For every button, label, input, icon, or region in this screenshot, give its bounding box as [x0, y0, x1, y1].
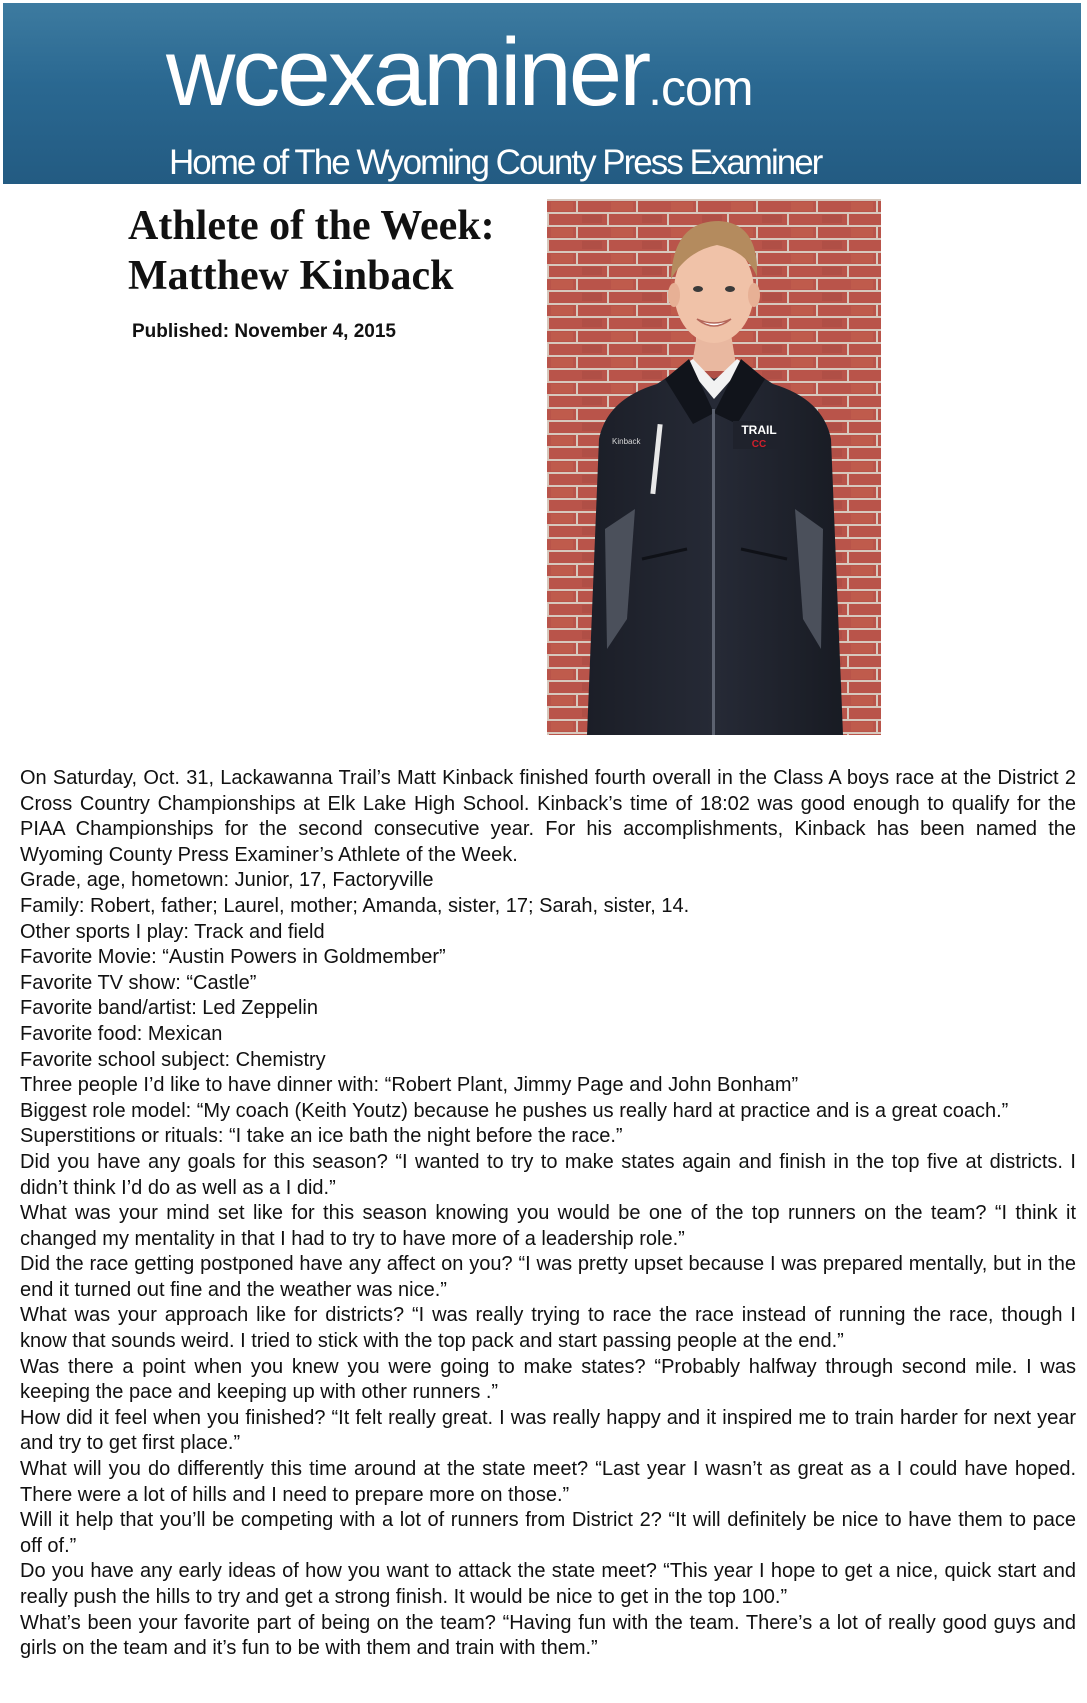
- published-date: Published: November 4, 2015: [132, 321, 396, 342]
- jacket-logo-line-2: CC: [751, 439, 767, 450]
- article-qa-paragraph: Was there a point when you knew you were going to make states? “Probably halfway through second mile. I was keeping the pace and keeping up with other runners .”: [20, 1355, 1076, 1404]
- article-body: [20, 766, 1076, 1662]
- article-qa-paragraph: Do you have any early ideas of how you want to attack the state meet? “This year I hope to get a nice, quick start and really push the hills to try and get a strong finish. It would be nice to get in the top 100.”: [20, 1560, 1076, 1608]
- article-qa-paragraph: Favorite TV show: “Castle”: [20, 971, 257, 994]
- article-qa-paragraph: Favorite school subject: Chemistry: [20, 1048, 326, 1071]
- article-qa-paragraph: Biggest role model: “My coach (Keith Youtz) because he pushes us really hard at practice and is a great coach.”: [20, 1099, 1009, 1122]
- article-title-line-2: Matthew Kinback: [128, 253, 454, 299]
- site-logo[interactable]: [166, 19, 753, 126]
- site-name: wcexaminer: [166, 19, 649, 126]
- article-qa-paragraph: Did the race getting postponed have any affect on you? “I was pretty upset because I was prepared mentally, but in the end it turned out fine and the weather was nice.”: [20, 1253, 1076, 1301]
- jacket-name-text: Kinback: [612, 437, 641, 446]
- article-qa-paragraph: Will it help that you’ll be competing with a lot of runners from District 2? “It will definitely be nice to have them to pace off of.”: [20, 1509, 1076, 1557]
- article-qa-paragraph: Three people I’d like to have dinner with: “Robert Plant, Jimmy Page and John Bonham”: [20, 1074, 799, 1097]
- article-intro-paragraph: On Saturday, Oct. 31, Lackawanna Trail’s Matt Kinback finished fourth overall in the Class A boys race at the District 2 Cross Country Championships at Elk Lake High School. Kinback’s time of 18:02 was good enough to qualify for the PIAA Championships for the second consecutive year. For his accomplishments, Kinback has been named the Wyoming County Press Examiner’s Athlete of the Week.: [20, 767, 1076, 866]
- masthead-banner: [3, 3, 1081, 184]
- article-qa-paragraph: Favorite Movie: “Austin Powers in Goldmember”: [20, 946, 446, 969]
- athlete-photo: [547, 199, 881, 735]
- article-qa-paragraph: What’s been your favorite part of being on the team? “Having fun with the team. There’s a lot of really good guys and girls on the team and it’s fun to be with them and train with them.”: [20, 1611, 1076, 1660]
- jacket-logo-line-1: TRAIL: [741, 423, 777, 437]
- article-qa-paragraph: Did you have any goals for this season? “I wanted to try to make states again and finish in the top five at districts. I didn’t think I’d do as well as a I did.”: [20, 1150, 1076, 1199]
- article-qa-paragraph: What was your approach like for districts? “I was really trying to race the race instead of running the race, though I know that sounds weird. I tried to stick with the top pack and start passing people at the end.”: [20, 1304, 1076, 1353]
- article-qa-paragraph: Favorite band/artist: Led Zeppelin: [20, 997, 318, 1020]
- article-qa-paragraph: Favorite food: Mexican: [20, 1022, 223, 1045]
- article-qa-paragraph: What will you do differently this time around at the state meet? “Last year I wasn’t as great as a I could have hoped. There were a lot of hills and I need to prepare more on those.”: [20, 1458, 1076, 1506]
- site-suffix: .com: [648, 60, 753, 116]
- article-title: [128, 201, 495, 301]
- article-qa-paragraph: Family: Robert, father; Laurel, mother; Amanda, sister, 17; Sarah, sister, 14.: [20, 894, 690, 917]
- site-tagline: Home of The Wyoming County Press Examiner: [169, 143, 822, 182]
- article-qa-paragraph: What was your mind set like for this season knowing you would be one of the top runners on the team? “I think it changed my mentality in that I had to try to have more of a leadership role.”: [20, 1202, 1076, 1250]
- article-qa-paragraph: How did it feel when you finished? “It felt really great. I was really happy and it inspired me to train harder for next year and try to get first place.”: [20, 1406, 1076, 1455]
- article-title-line-1: Athlete of the Week:: [128, 203, 495, 249]
- article-qa-paragraph: Superstitions or rituals: “I take an ice bath the night before the race.”: [20, 1125, 623, 1148]
- article-qa-paragraph: Grade, age, hometown: Junior, 17, Factoryville: [20, 869, 434, 892]
- article-qa-paragraph: Other sports I play: Track and field: [20, 920, 325, 943]
